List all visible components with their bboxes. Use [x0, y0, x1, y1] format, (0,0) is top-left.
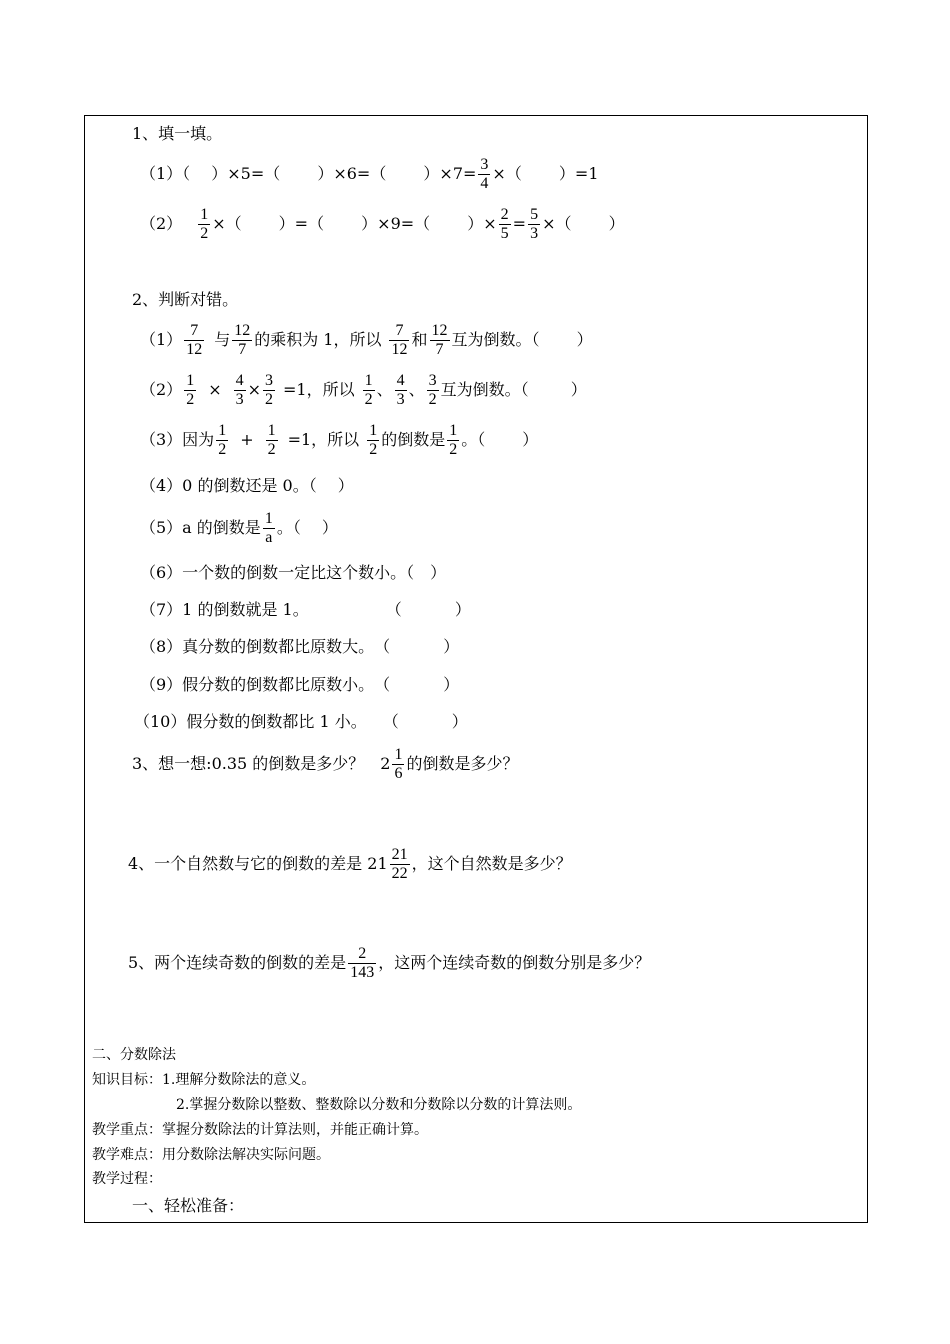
section-1-title: 1、填一填。	[132, 124, 223, 143]
s1-line-1: （1）（ ）×5=（ ）×6=（ ）×7= $\frac{3}{4}$ ×（ ）=1	[140, 156, 599, 192]
fraction: $\frac{1}{2}$	[369, 422, 378, 458]
fraction: $\frac{3}{2}$	[265, 372, 273, 408]
part-2-heading: 二、分数除法	[92, 1047, 176, 1063]
section-5: 5、两个连续奇数的倒数的差是 $\frac{2}{143}$ ，这两个连续奇数的倒数分别是多少？	[128, 945, 651, 981]
fraction: $\frac{7}{12}$	[391, 322, 408, 358]
fraction: $\frac{12}{7}$	[234, 322, 251, 358]
judge-item-9: （9）假分数的倒数都比原数小。 （ ）	[140, 675, 460, 694]
easy-prep: 一、轻松准备：	[132, 1196, 245, 1215]
judge-item-2: （2） $\frac{1}{2}$ × $\frac{4}{3}$ × $\frac{3}{2}$ =1，所以 $\frac{1}{2}$ 、 $\frac{4}{3}$ 、 $\frac{3}{2}$ 互为倒数。（ ）	[140, 372, 587, 408]
fraction: $\frac{1}{2}$	[364, 372, 373, 408]
judge-item-10: （10）假分数的倒数都比 1 小。 （ ）	[134, 712, 468, 731]
fraction: $\frac{3}{4}$	[480, 156, 489, 192]
section-4: 4、一个自然数与它的倒数的差是 21 $\frac{21}{22}$ ，这个自然数是多少？	[128, 846, 572, 882]
judge-item-3: （3）因为 $\frac{1}{2}$ + $\frac{1}{2}$ =1，所以 $\frac{1}{2}$ 的倒数是 $\frac{1}{2}$ 。（ ）	[140, 422, 539, 458]
fraction: $\frac{1}{a}$	[264, 510, 273, 546]
judge-item-6: （6）一个数的倒数一定比这个数小。（ ）	[140, 563, 447, 582]
fraction: $\frac{1}{2}$	[267, 422, 276, 458]
fraction: $\frac{12}{7}$	[431, 322, 448, 358]
fraction: $\frac{1}{6}$	[394, 746, 403, 782]
fraction: $\frac{2}{143}$	[350, 945, 375, 981]
fraction: $\frac{1}{2}$	[200, 206, 209, 242]
s1-line-2: （2） $\frac{1}{2}$ ×（ ）=（ ）×9=（ ）× $\frac{2}{5}$ = $\frac{5}{3}$ ×（ ）	[140, 206, 625, 242]
teaching-focus: 教学重点：掌握分数除法的计算法则，并能正确计算。	[92, 1122, 428, 1138]
teaching-process: 教学过程：	[92, 1171, 162, 1187]
fraction: $\frac{5}{3}$	[530, 206, 539, 242]
fraction: $\frac{4}{3}$	[235, 372, 244, 408]
fraction: $\frac{1}{2}$	[449, 422, 458, 458]
fraction: $\frac{21}{22}$	[391, 846, 408, 882]
section-2-title: 2、判断对错。	[132, 290, 239, 309]
content-frame	[84, 115, 868, 1223]
fraction: $\frac{3}{2}$	[428, 372, 437, 408]
fraction: $\frac{1}{2}$	[186, 372, 195, 408]
fraction: $\frac{4}{3}$	[396, 372, 405, 408]
judge-item-4: （4）0 的倒数还是 0。（ ）	[140, 476, 354, 495]
judge-item-5: （5）a 的倒数是 $\frac{1}{a}$ 。（ ）	[140, 510, 338, 546]
judge-item-1: （1） $\frac{7}{12}$ 与 $\frac{12}{7}$ 的乘积为 1，所以 $\frac{7}{12}$ 和 $\frac{12}{7}$ 互为倒数。（ ）	[140, 322, 593, 358]
section-3: 3、想一想:0.35 的倒数是多少？ 2 $\frac{1}{6}$ 的倒数是多少？	[132, 746, 519, 782]
knowledge-goal-1: 知识目标：1.理解分数除法的意义。	[92, 1072, 316, 1088]
judge-item-8: （8）真分数的倒数都比原数大。 （ ）	[140, 637, 460, 656]
judge-item-7: （7）1 的倒数就是 1。 （ ）	[140, 600, 471, 619]
fraction: $\frac{2}{5}$	[500, 206, 509, 242]
teaching-difficulty: 教学难点：用分数除法解决实际问题。	[92, 1147, 330, 1163]
fraction: $\frac{7}{12}$	[186, 322, 203, 358]
knowledge-goal-2: 2.掌握分数除以整数、整数除以分数和分数除以分数的计算法则。	[176, 1097, 582, 1113]
fraction: $\frac{1}{2}$	[218, 422, 227, 458]
